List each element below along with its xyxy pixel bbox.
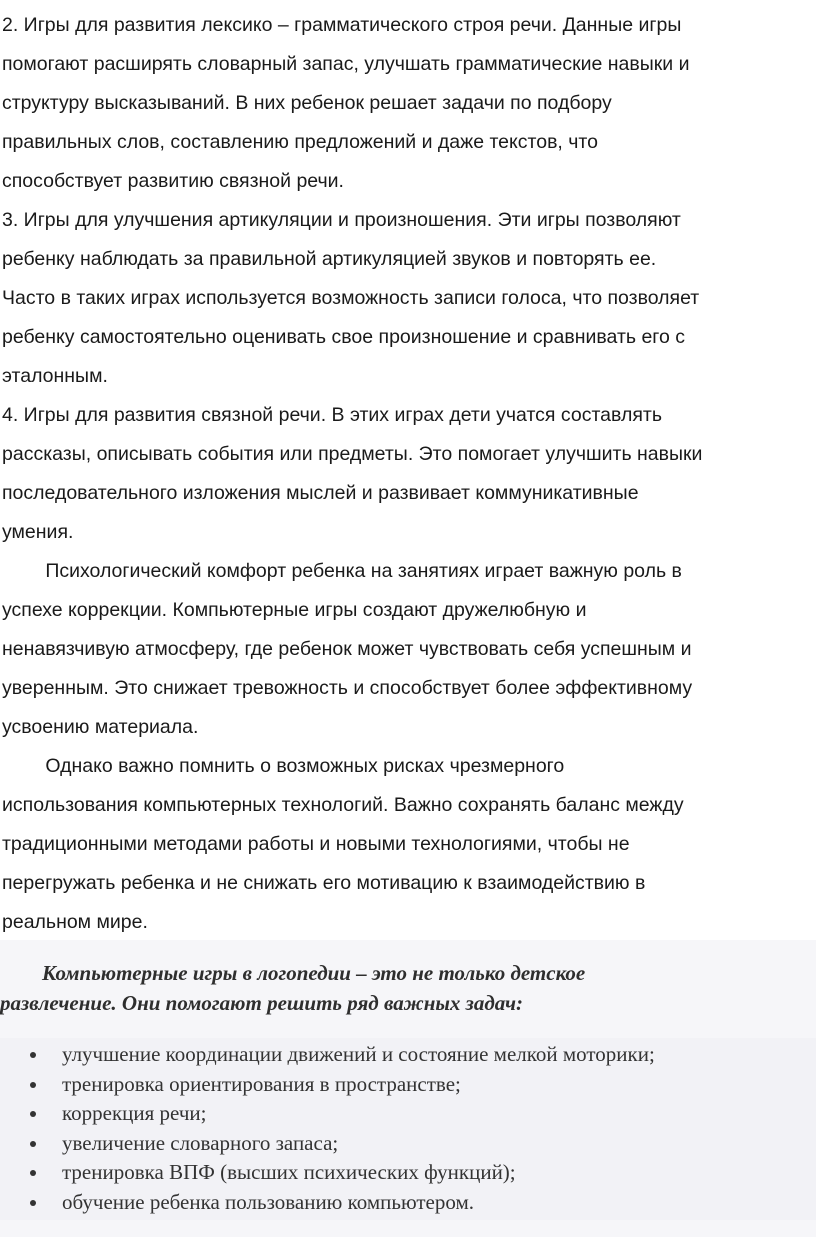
text-line: реальном мире. bbox=[2, 911, 148, 933]
text-line: традиционными методами работы и новыми технологиями, чтобы не bbox=[2, 833, 630, 855]
text-line: успехе коррекции. Компьютерные игры создают дружелюбную и bbox=[2, 599, 587, 621]
text-line: 4. Игры для развития связной речи. В этих играх дети учатся составлять bbox=[2, 404, 662, 426]
text-line: 2. Игры для развития лексико – грамматического строя речи. Данные игры bbox=[2, 14, 682, 36]
text-line: уверенным. Это снижает тревожность и способствует более эффективному bbox=[2, 677, 693, 699]
list-item-text: увеличение словарного запаса; bbox=[62, 1130, 339, 1155]
text-line: усвоению материала. bbox=[2, 716, 199, 738]
tasks-list bbox=[0, 1040, 816, 1218]
list-item bbox=[0, 1188, 816, 1218]
bullet-icon bbox=[30, 1200, 36, 1206]
heading-line-2: развлечение. Они помогают решить ряд важных задач: bbox=[0, 991, 524, 1015]
bullet-icon bbox=[30, 1111, 36, 1117]
list-item bbox=[0, 1158, 816, 1188]
text-line: последовательного изложения мыслей и развивает коммуникативные bbox=[2, 482, 639, 504]
bullet-icon bbox=[30, 1082, 36, 1088]
list-item bbox=[0, 1070, 816, 1100]
bullet-icon bbox=[30, 1170, 36, 1176]
body-text bbox=[2, 6, 812, 942]
heading-line-1: Компьютерные игры в логопедии – это не только детское bbox=[0, 961, 586, 985]
text-line: рассказы, описывать события или предметы. Это помогает улучшить навыки bbox=[2, 443, 703, 465]
list-item-text: улучшение координации движений и состояние мелкой моторики; bbox=[62, 1042, 655, 1066]
bullet-icon bbox=[30, 1052, 36, 1058]
text-line: умения. bbox=[2, 521, 74, 543]
list-item-text: обучение ребенка пользованию компьютером. bbox=[62, 1189, 475, 1214]
bullet-icon bbox=[30, 1141, 36, 1147]
text-line: Часто в таких играх используется возможность записи голоса, что позволяет bbox=[2, 287, 700, 309]
list-item-text: тренировка ориентирования в пространстве; bbox=[62, 1071, 461, 1096]
text-line: ребенку наблюдать за правильной артикуляцией звуков и повторять ее. bbox=[2, 248, 657, 270]
list-item bbox=[0, 1099, 816, 1129]
text-line: структуру высказываний. В них ребенок решает задачи по подбору bbox=[2, 92, 612, 114]
list-item bbox=[0, 1040, 816, 1070]
list-item-text: тренировка ВПФ (высших психических функций); bbox=[62, 1160, 516, 1185]
text-line: правильных слов, составлению предложений и даже текстов, что bbox=[2, 131, 598, 153]
text-line: помогают расширять словарный запас, улучшать грамматические навыки и bbox=[2, 53, 690, 75]
list-item bbox=[0, 1129, 816, 1159]
text-line: перегружать ребенка и не снижать его мотивацию к взаимодействию в bbox=[2, 872, 646, 894]
text-line: Однако важно помнить о возможных рисках чрезмерного bbox=[2, 755, 565, 777]
text-line: ребенку самостоятельно оценивать свое произношение и сравнивать его с bbox=[2, 326, 685, 348]
list-item-text: коррекция речи; bbox=[62, 1101, 207, 1126]
text-line: использования компьютерных технологий. Важно сохранять баланс между bbox=[2, 794, 684, 816]
section-heading bbox=[0, 958, 816, 1018]
text-line: способствует развитию связной речи. bbox=[2, 170, 344, 192]
text-line: 3. Игры для улучшения артикуляции и произношения. Эти игры позволяют bbox=[2, 209, 681, 231]
text-line: Психологический комфорт ребенка на занятиях играет важную роль в bbox=[2, 560, 682, 582]
text-line: эталонным. bbox=[2, 365, 108, 387]
text-line: ненавязчивую атмосферу, где ребенок может чувствовать себя успешным и bbox=[2, 638, 692, 660]
